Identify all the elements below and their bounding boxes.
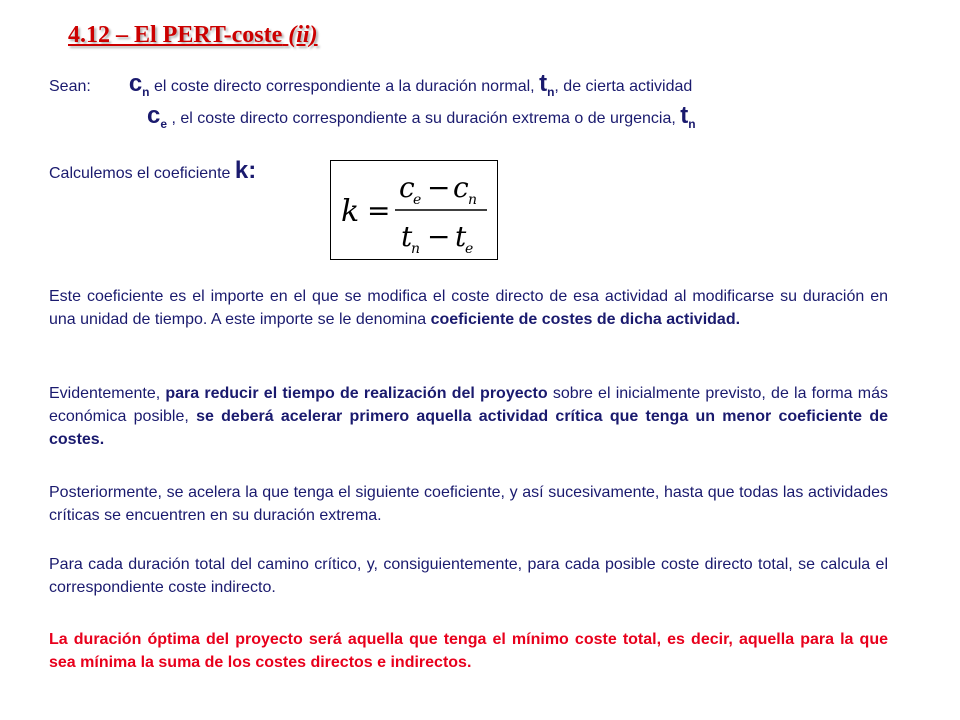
formula-ce: c [399, 171, 415, 204]
coefficient-label: Calculemos el coeficiente [49, 165, 235, 182]
definition-cn [49, 70, 692, 99]
cn-symbol: c [128, 70, 143, 97]
formula-cn: c [453, 171, 469, 204]
cn-subscript: n [142, 85, 150, 99]
formula-minus-top: − [427, 171, 451, 204]
paragraph-1 [49, 285, 888, 331]
ce-symbol: c [147, 102, 161, 129]
formula-cn-sub: n [468, 192, 478, 208]
sean-label: Sean: [49, 78, 91, 95]
p3-text: Posteriormente, se acelera la que tenga el siguiente coeficiente, y así sucesivamente, hasta que todas las actividades críticas se encuentren en su duración extrema. [49, 484, 888, 524]
formula-te: t [455, 220, 467, 253]
formula-tn: t [401, 220, 413, 253]
p2-bold-b: se deberá acelerar primero aquella actividad crítica que tenga un menor coeficiente de costes. [49, 408, 888, 448]
p4-text: Para cada duración total del camino crítico, y, consiguientemente, para cada posible coste directo total, se calcula el correspondiente coste indirecto. [49, 556, 888, 596]
p5-text: La duración óptima del proyecto será aquella que tenga el mínimo coste total, es decir, aquella para la que sea mínima la suma de los costes directos e indirectos. [49, 631, 888, 671]
k-formula [330, 160, 498, 260]
formula-minus-bottom: − [427, 220, 451, 253]
ce-subscript: e [160, 117, 168, 131]
formula-ce-sub: e [413, 192, 422, 208]
p2-bold-a: para reducir el tiempo de realización del proyecto [165, 385, 548, 402]
formula-equals: = [367, 194, 391, 227]
formula-k: k [341, 194, 360, 229]
cn-text-end: , de cierta actividad [554, 78, 693, 95]
te-symbol: t [680, 102, 689, 129]
te-subscript: n [688, 117, 696, 131]
p2-text-b: sobre el inicialmente previsto, de la forma más económica posible, [49, 385, 888, 425]
formula-graphic [331, 161, 497, 259]
cn-text: el coste directo correspondiente a la duración normal, [149, 78, 540, 95]
paragraph-5 [49, 628, 888, 674]
title-sub: (ii) [288, 22, 318, 48]
k-symbol: k: [234, 157, 257, 184]
paragraph-3 [49, 481, 888, 527]
p1-text: Este coeficiente es el importe en el que se modifica el coste directo de esa actividad al modificarse su duración en una unidad de tiempo. A este importe se le denomina [49, 288, 888, 328]
ce-text: , el coste directo correspondiente a su duración extrema o de urgencia, [167, 110, 681, 127]
title-main: 4.12 – El PERT-coste [68, 22, 283, 48]
tn-symbol: t [539, 70, 548, 97]
page-title [68, 22, 318, 49]
tn-subscript: n [547, 85, 555, 99]
paragraph-4 [49, 553, 888, 599]
p1-bold: coeficiente de costes de dicha actividad. [430, 311, 741, 328]
definition-ce [147, 102, 696, 131]
coefficient-line [49, 157, 256, 185]
p2-text-a: Evidentemente, [49, 385, 166, 402]
formula-tn-sub: n [411, 241, 421, 257]
paragraph-2 [49, 382, 888, 451]
formula-te-sub: e [465, 241, 474, 257]
